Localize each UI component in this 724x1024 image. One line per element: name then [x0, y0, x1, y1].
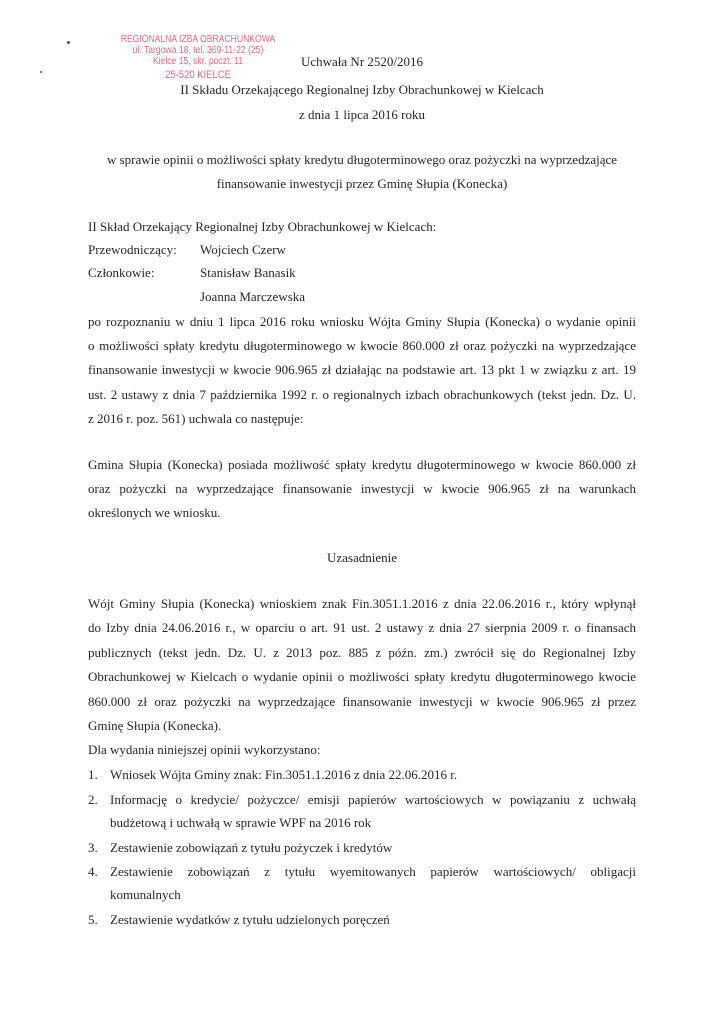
list-item-number: 4.: [88, 864, 98, 879]
preamble-line: po rozpoznaniu w dniu 1 lipca 2016 roku wniosku Wójta Gminy Słupia (Konecka) o wydanie opinii: [88, 314, 636, 329]
justification-line: do Izby dnia 24.06.2016 r., w oparciu o art. 91 ust. 2 ustawy z dnia 27 sierpnia 2009 r. o finansach: [88, 620, 636, 635]
decision-line: oraz pożyczki na wyprzedzające finansowanie inwestycji w kwocie 906.965 zł na warunkach: [88, 481, 636, 496]
list-item-number: 3.: [88, 840, 98, 855]
list-item-number: 1.: [88, 767, 98, 782]
resolution-title: Uchwała Nr 2520/2016: [300, 54, 424, 69]
justification-line: Wójt Gminy Słupia (Konecka) wnioskiem znak Fin.3051.1.2016 z dnia 22.06.2016 r., który wpłynął: [88, 596, 636, 611]
stamp-name: REGIONALNA IZBA OBRACHUNKOWA: [120, 34, 276, 45]
preamble-line: ust. 2 ustawy z dnia 7 października 1992 r. o regionalnych izbach obrachunkowych (tekst jedn. Dz. U.: [88, 387, 636, 402]
scan-speck: [40, 71, 42, 73]
list-item-text: Wniosek Wójta Gminy znak: Fin.3051.1.2016 z dnia 22.06.2016 r.: [110, 767, 458, 782]
resolution-issuer: II Składu Orzekającego Regionalnej Izby Obrachunkowej w Kielcach: [180, 82, 544, 97]
justification-line: publicznych (tekst jedn. Dz. U. z 2013 poz. 885 z późn. zm.) zwrócił się do Regionalnej Izby: [88, 645, 636, 660]
member-name: Joanna Marczewska: [200, 289, 306, 304]
chair-name: Wojciech Czerw: [200, 242, 286, 257]
list-item-number: 2.: [88, 792, 98, 807]
list-item-text: Zestawienie zobowiązań z tytułu pożyczek i kredytów: [110, 840, 393, 855]
list-item-text: Informację o kredycie/ pożyczce/ emisji papierów wartościowych w powiązaniu z uchwałą: [110, 792, 636, 807]
justification-line: Gminę Słupia (Konecka).: [88, 718, 222, 733]
subject-line: finansowanie inwestycji przez Gminę Słupia (Konecka): [216, 176, 508, 191]
list-item-text: komunalnych: [110, 887, 181, 902]
chair-label: Przewodniczący:: [88, 242, 177, 257]
preamble-line: finansowanie inwestycji w kwocie 906.965 zł działając na podstawie art. 13 pkt 1 w związku z art. 19: [88, 362, 636, 377]
member-name: Stanisław Banasik: [200, 265, 296, 280]
list-item-text: Zestawienie zobowiązań z tytułu wyemitowanych papierów wartościowych/ obligacji: [110, 864, 636, 879]
composition-heading: II Skład Orzekający Regionalnej Izby Obrachunkowej w Kielcach:: [88, 219, 437, 234]
scan-speck: [67, 41, 70, 44]
resolution-date: z dnia 1 lipca 2016 roku: [299, 107, 425, 122]
members-label: Członkowie:: [88, 265, 155, 280]
list-item-text: Zestawienie wydatków z tytułu udzielonych poręczeń: [110, 912, 390, 927]
list-item-text: budżetową i uchwałą w sprawie WPF na 2016 rok: [110, 815, 372, 830]
justification-line: Obrachunkowej w Kielcach o wydanie opinii o możliwości spłaty kredytu długoterminowego kwocie: [88, 669, 636, 684]
sources-intro: Dla wydania niniejszej opinii wykorzystano:: [88, 742, 321, 757]
decision-line: Gmina Słupia (Konecka) posiada możliwość spłaty kredytu długoterminowego w kwocie 860.000 zł: [88, 457, 636, 472]
justification-line: 860.000 zł oraz pożyczki na wyprzedzające finansowanie inwestycji w kwocie 906.965 zł przez: [88, 694, 636, 709]
stamp-postal: 25-520 KIELCE: [165, 69, 231, 81]
preamble-line: o możliwości spłaty kredytu długoterminowego w kwocie 860.000 zł oraz pożyczki na wyprzedzające: [88, 338, 636, 353]
stamp-city: Kielce 15, skr. poczt. 11: [152, 56, 244, 67]
preamble-line: z 2016 r. poz. 561) uchwala co następuje:: [88, 411, 304, 426]
subject-line: w sprawie opinii o możliwości spłaty kredytu długoterminowego oraz pożyczki na wyprzedzające: [106, 152, 618, 167]
decision-line: określonych we wniosku.: [88, 505, 221, 520]
justification-heading: Uzasadnienie: [326, 550, 398, 565]
stamp-address: ul. Targowa 18, tel. 369-11-22 (25): [132, 45, 264, 56]
list-item-number: 5.: [88, 912, 98, 927]
